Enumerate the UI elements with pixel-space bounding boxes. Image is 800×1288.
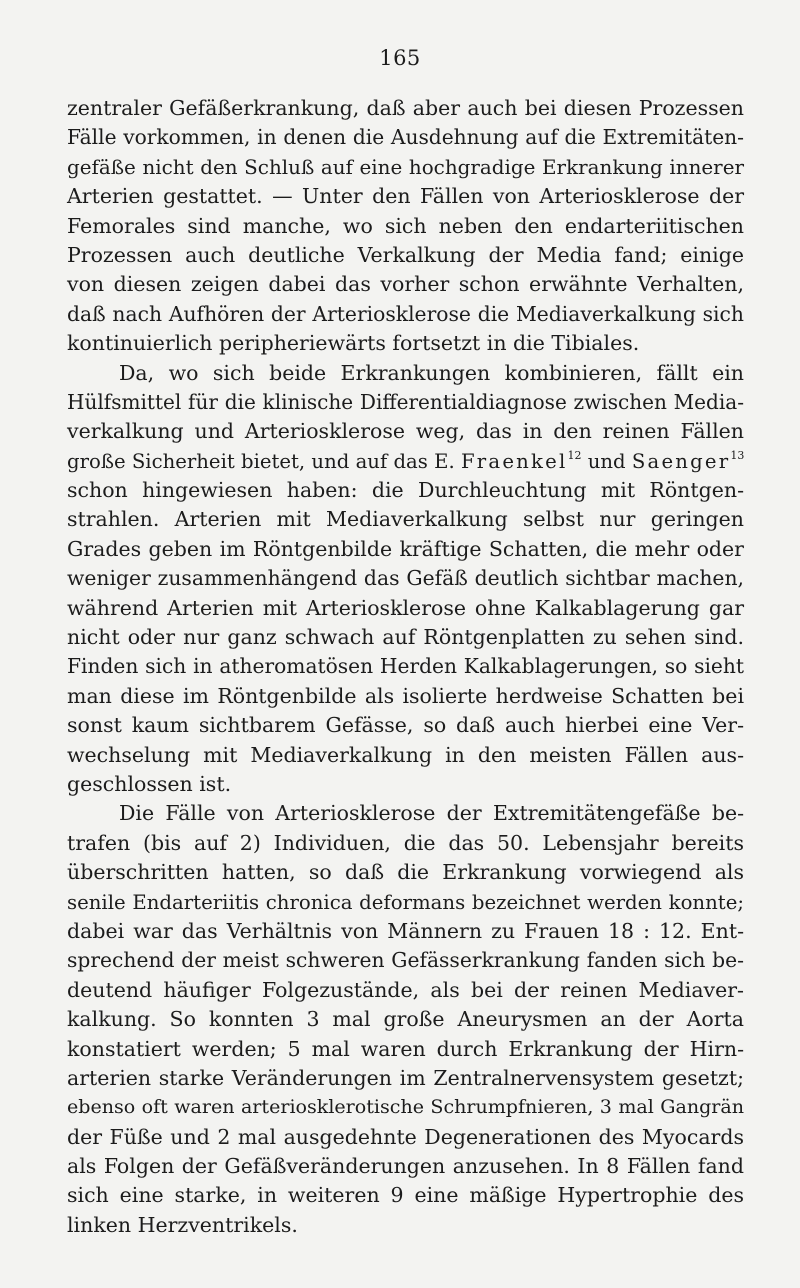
- text-line: man diese im Röntgenbilde als isolierte herdweise Schatten bei: [67, 683, 744, 708]
- text-line: Femorales sind manche, wo sich neben den endarteriitischen: [67, 213, 744, 238]
- text-line: deutend häufiger Folgezustände, als bei der reinen Mediaver-: [67, 977, 744, 1002]
- page-number: 165: [379, 46, 421, 70]
- text-line: sonst kaum sichtbarem Gefässe, so daß auch hierbei eine Ver-: [67, 713, 744, 738]
- text-line: schon hingewiesen haben: die Durchleuchtung mit Röntgen-: [67, 478, 744, 503]
- text-line: wechselung mit Mediaverkalkung in den meisten Fällen aus-: [67, 742, 744, 767]
- line-text: große Sicherheit bietet, und auf das E.: [67, 449, 461, 473]
- text-line: daß nach Aufhören der Arteriosklerose die Mediaverkalkung sich: [67, 301, 744, 326]
- text-line: dabei war das Verhältnis von Männern zu Frauen 18 : 12. Ent-: [67, 918, 744, 943]
- line-text: und: [581, 449, 632, 473]
- text-line: verkalkung und Arteriosklerose weg, das in den reinen Fällen: [67, 419, 744, 444]
- text-line: weniger zusammenhängend das Gefäß deutlich sichtbar machen,: [67, 566, 744, 591]
- text-line: gefäße nicht den Schluß auf eine hochgradige Erkrankung innerer: [67, 155, 744, 179]
- text-line: Prozessen auch deutliche Verkalkung der Media fand; einige: [67, 242, 744, 267]
- text-line: konstatiert werden; 5 mal waren durch Erkrankung der Hirn-: [67, 1036, 744, 1061]
- text-line: nicht oder nur ganz schwach auf Röntgenplatten zu sehen sind.: [67, 625, 744, 650]
- text-line: Finden sich in atheromatösen Herden Kalkablagerungen, so sieht: [67, 654, 744, 679]
- text-line: der Füße und 2 mal ausgedehnte Degenerationen des Myocards: [67, 1124, 744, 1149]
- text-line: trafen (bis auf 2) Individuen, die das 50. Lebensjahr bereits: [67, 830, 744, 855]
- text-line: senile Endarteriitis chronica deformans bezeichnet werden konnte;: [67, 890, 744, 914]
- text-line: ebenso oft waren arteriosklerotische Schrumpfnieren, 3 mal Gangrän: [67, 1096, 744, 1119]
- text-line-with-citations: [67, 447, 744, 476]
- text-line: strahlen. Arterien mit Mediaverkalkung selbst nur geringen: [67, 507, 744, 532]
- text-line: arterien starke Veränderungen im Zentralnervensystem gesetzt;: [67, 1065, 744, 1090]
- paragraph-end-line: kontinuierlich peripheriewärts fortsetzt in die Tibiales.: [67, 331, 640, 356]
- text-line: sich eine starke, in weiteren 9 eine mäßige Hypertrophie des: [67, 1183, 744, 1208]
- text-line: überschritten hatten, so daß die Erkrankung vorwiegend als: [67, 860, 744, 885]
- text-line: als Folgen der Gefäßveränderungen anzusehen. In 8 Fällen fand: [67, 1154, 744, 1179]
- text-line: sprechend der meist schweren Gefässerkrankung fanden sich be-: [67, 948, 744, 973]
- text-line: von diesen zeigen dabei das vorher schon erwähnte Verhalten,: [67, 272, 744, 297]
- paragraph-end-line: linken Herzventrikels.: [67, 1212, 298, 1237]
- text-line: Fälle vorkommen, in denen die Ausdehnung auf die Extremitäten-: [67, 125, 744, 150]
- author-name-saenger: Saenger: [631, 449, 731, 473]
- paragraph-end-line: geschlossen ist.: [67, 771, 232, 796]
- text-line: während Arterien mit Arteriosklerose ohne Kalkablagerung gar: [67, 595, 744, 620]
- text-line: Arterien gestattet. — Unter den Fällen von Arteriosklerose der: [67, 184, 744, 209]
- text-line: kalkung. So konnten 3 mal große Aneurysmen an der Aorta: [67, 1007, 744, 1032]
- footnote-ref-12: 12: [567, 448, 582, 462]
- author-name-fraenkel: Fraenkel: [460, 449, 568, 473]
- footnote-ref-13: 13: [730, 448, 745, 462]
- text-line: Grades geben im Röntgenbilde kräftige Schatten, die mehr oder: [67, 536, 744, 561]
- body-text: [67, 94, 744, 1240]
- paragraph-start-line: Die Fälle von Arteriosklerose der Extremitätengefäße be-: [119, 801, 744, 826]
- text-line: Hülfsmittel für die klinische Differentialdiagnose zwischen Media-: [67, 389, 744, 414]
- paragraph-start-line: Da, wo sich beide Erkrankungen kombinieren, fällt ein: [119, 360, 744, 385]
- text-line: zentraler Gefäßerkrankung, daß aber auch bei diesen Prozessen: [67, 96, 744, 120]
